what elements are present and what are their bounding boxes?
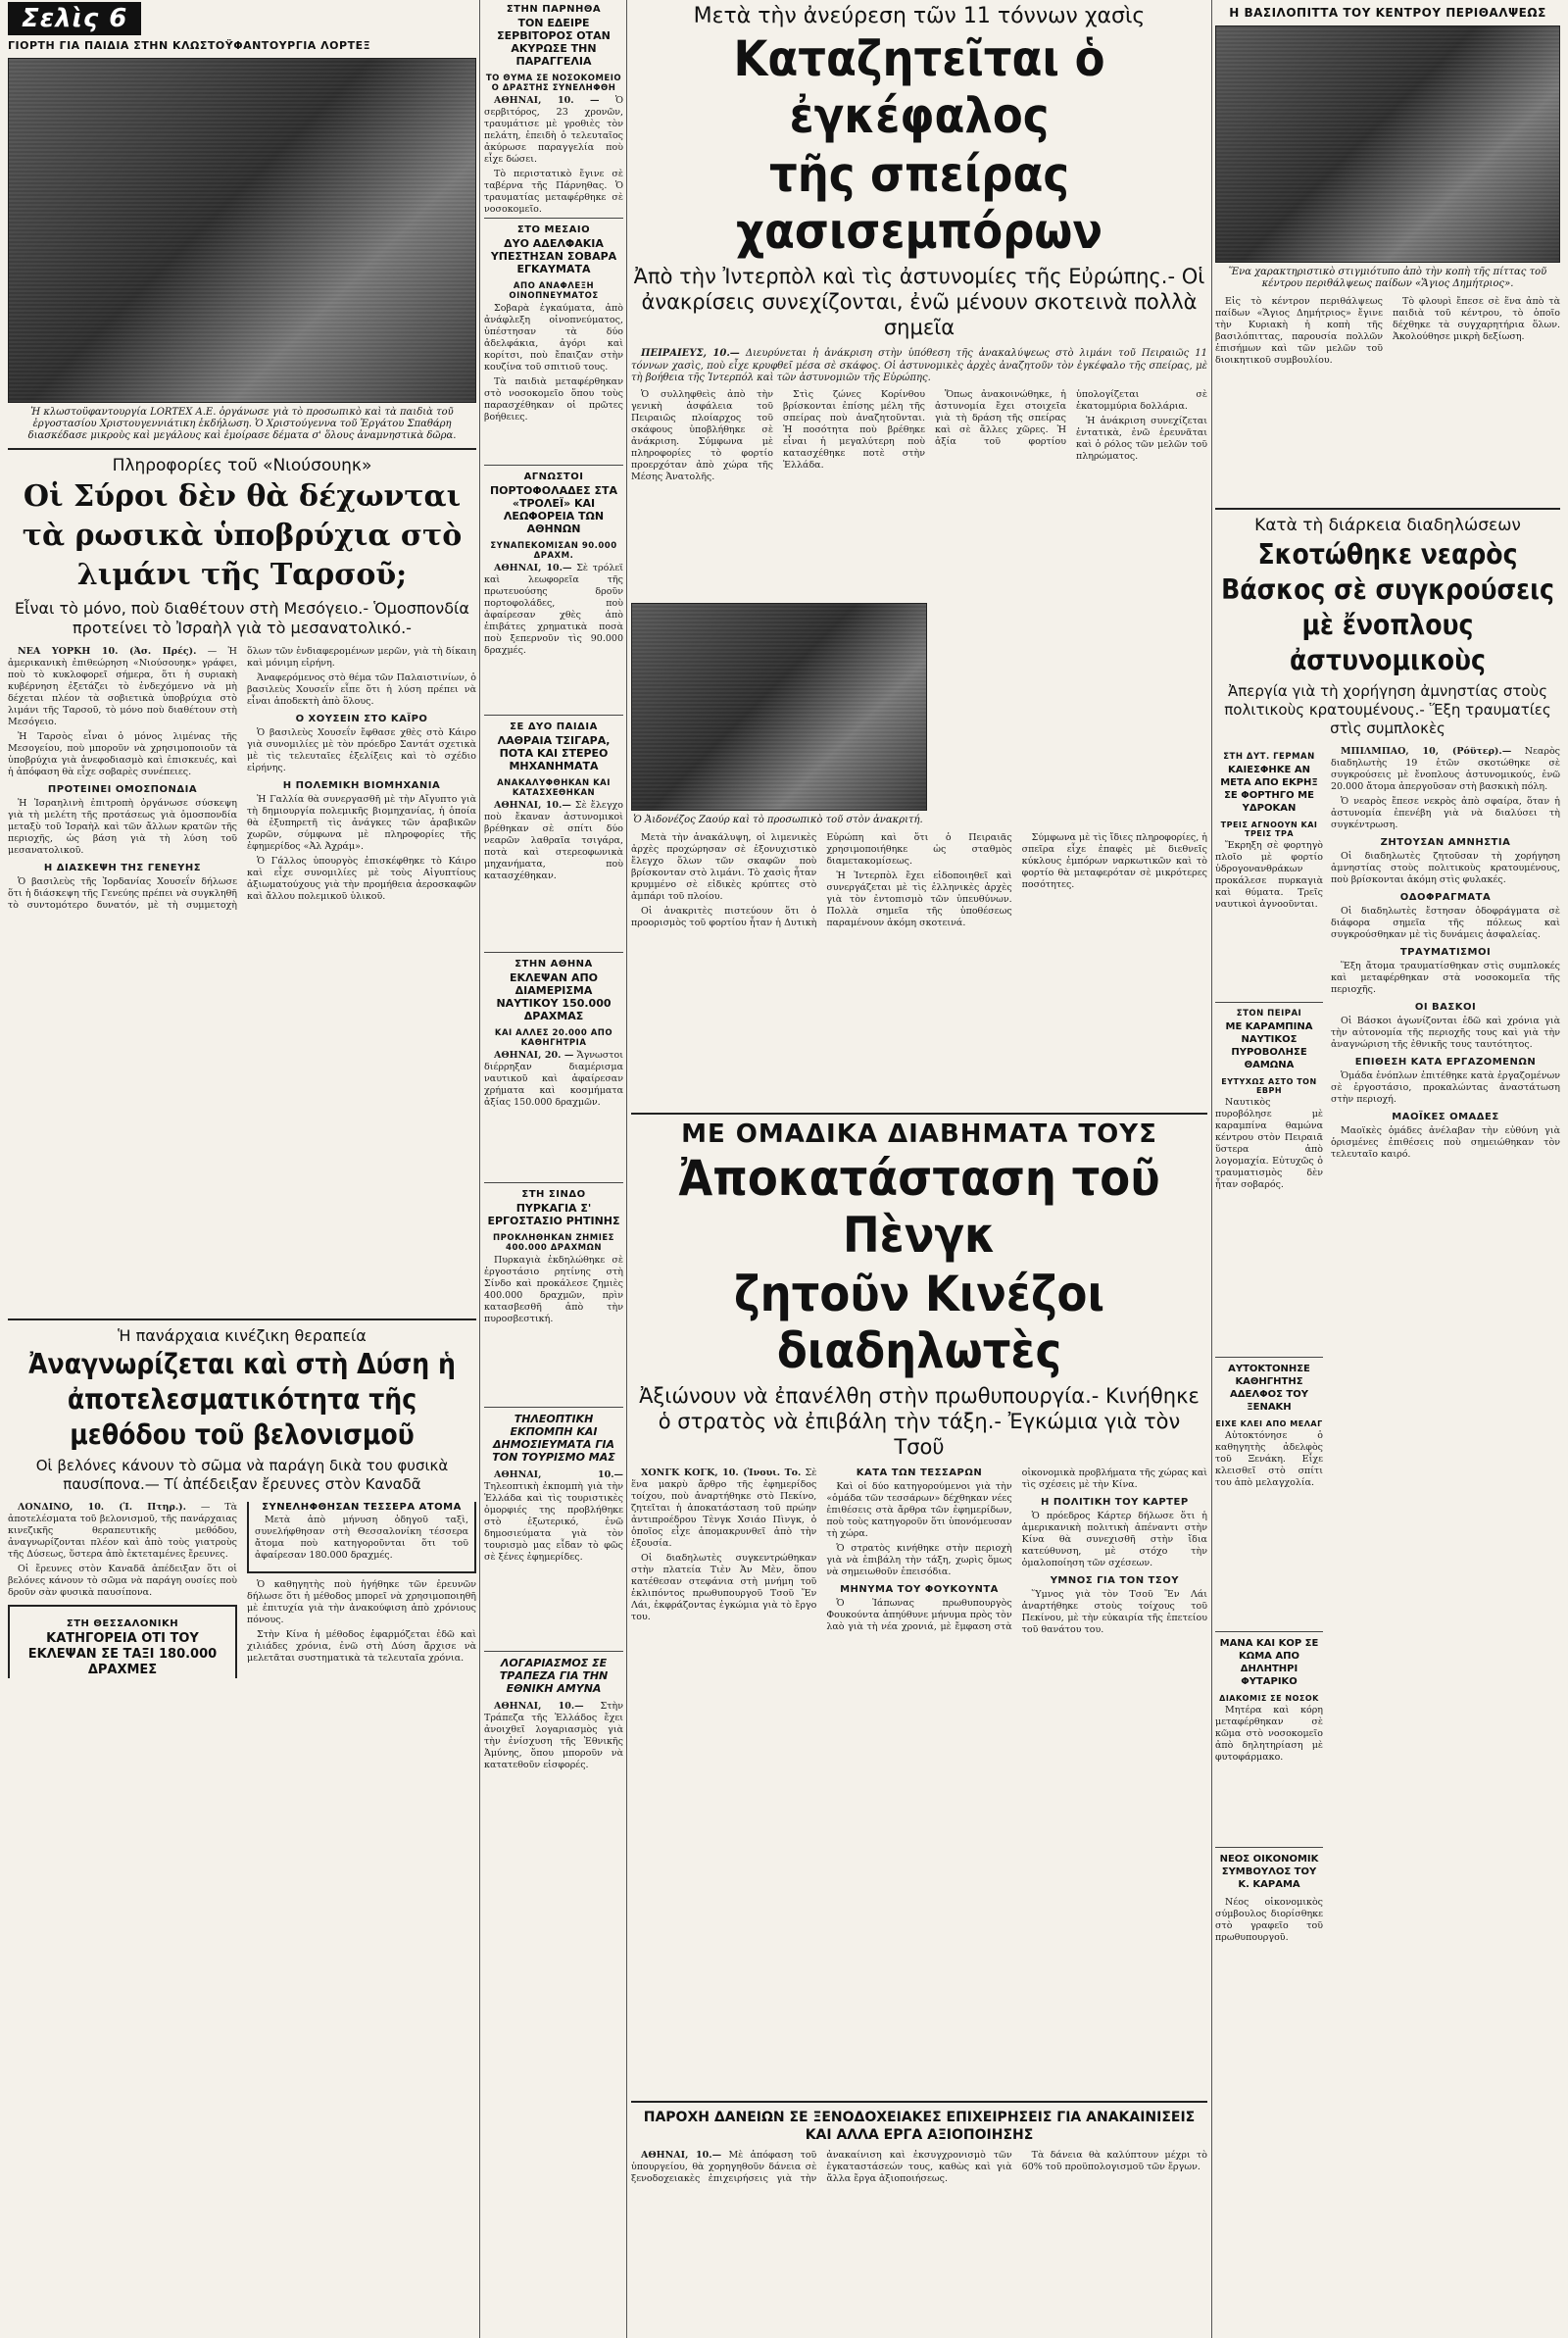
box-label: ΣΤΗ ΘΕΣΣΑΛΟΝΙΚΗ xyxy=(66,1618,179,1629)
brief-subhead: ΕΥΤΥΧΩΣ ΑΣΤΟ ΤΟΝ ΕΒΡΗ xyxy=(1221,1077,1317,1095)
brief-headline: ΛΟΓΑΡΙΑΣΜΟΣ ΣΕ ΤΡΑΠΕΖΑ ΓΙΑ ΤΗΝ ΕΘΝΙΚΗ ΑΜΥΝΑ xyxy=(499,1657,609,1695)
brief-subhead: ΠΡΟΚΛΗΘΗΚΑΝ ΖΗΜΙΕΣ 400.000 ΔΡΑΧΜΩΝ xyxy=(493,1233,614,1253)
brief-headline: ΜΑΝΑ ΚΑΙ ΚΟΡ ΣΕ ΚΩΜΑ ΑΠΟ ΔΗΛΗΤΗΡΙ ΦΥΤΑΡΙΚΟ xyxy=(1219,1638,1319,1687)
subhead: Ο ΧΟΥΣΕΙΝ ΣΤΟ ΚΑΪΡΟ xyxy=(295,714,428,724)
brief-subhead: ΕΙΧΕ ΚΛΕΙ ΑΠΟ ΜΕΛΑΓ xyxy=(1215,1419,1323,1428)
main-body-right: Ὅπως ἀνακοινώθηκε, ἡ ἀστυνομία ἔχει στοιχεῖα γιὰ τὴ δράση τῆς σπείρας καὶ σὲ ἄλλες χῶρες. Ἡ ἀξία τοῦ φορτίου ὑπολογίζεται σὲ ἑκατομμύρια δολλάρια. Ἡ ἀνάκριση συνεχίζεται ἐντατικὰ, ἐνῶ ἐρευνᾶται καὶ ὁ ρόλος τῶν μελῶν τοῦ πληρώματος. xyxy=(935,388,1207,462)
main-body-top: Ὁ συλληφθεὶς ἀπὸ τὴν γενικὴ ἀσφάλεια τοῦ Πειραιῶς πλοίαρχος τοῦ σκάφους ὑποβλήθηκε σὲ ἀνάκριση. Σύμφωνα μὲ πληροφορίες τὸ φορτίο προερχόταν ἀπὸ χώρα τῆς Μέσης Ἀνατολῆς. Στὶς ζώνες Κορίνθου βρίσκονται ἐπίσης μέλη τῆς σπείρας ποὺ ἀναζητοῦνται. Ἡ ποσότητα ποὺ βρέθηκε εἶναι ἡ μεγαλύτερη ποὺ κατασχέθηκε ποτὲ στὴν Ἑλλάδα. xyxy=(631,388,925,482)
brief-label: ΣΤΗ ΔΥΤ. ΓΕΡΜΑΝ xyxy=(1223,752,1315,762)
story-kicker: Ἡ πανάρχαια κινέζικη θεραπεία xyxy=(118,1326,367,1345)
right-sidebar-briefs: ΣΤΗ ΔΥΤ. ΓΕΡΜΑΝ ΚΑΙΕΣΦΗΚΕ ΑΝ ΜΕΤΑ ΑΠΟ ΕΚΡΗΞ ΣΕ ΦΟΡΤΗΓΟ ΜΕ ΥΔΡΟΚΑΝ ΤΡΕΙΣ ΑΓΝΟΟΥΝ ΚΑΙ ΤΡΕΙΣ ΤΡΑ Ἔκρηξη σὲ φορτηγὸ πλοῖο μὲ φορτίο ὑδρογονανθράκων προκάλεσε πυρκαγιὰ καὶ θύματα. Τρεῖς ναυτικοὶ ἀγνοοῦνται. ΣΤΟΝ ΠΕΙΡΑΙ ΜΕ ΚΑΡΑΜΠΙΝΑ ΝΑΥΤΙΚΟΣ ΠΥΡΟΒΟΛΗΣΕ ΘΑΜΩΝΑ ΕΥΤΥΧΩΣ ΑΣΤΟ ΤΟΝ ΕΒΡΗ Ναυτικὸς πυροβόλησε μὲ καραμπίνα θαμώνα κέντρου στὸν Πειραιᾶ ὕστερα ἀπὸ λογομαχία. Εὐτυχῶς ὁ τραυματισμὸς δὲν ἦταν σοβαρός. ΑΥΤΟΚΤΟΝΗΣΕ ΚΑΘΗΓΗΤΗΣ ΑΔΕΛΦΟΣ ΤΟΥ ΞΕΝΑΚΗ ΕΙΧΕ ΚΛΕΙ ΑΠΟ ΜΕΛΑΓ Αὐτοκτόνησε ὁ καθηγητὴς ἀδελφὸς τοῦ Ξενάκη. Εἶχε κλεισθεῖ στὸ σπίτι του ἀπὸ μελαγχολία. ΜΑΝΑ ΚΑΙ ΚΟΡ ΣΕ ΚΩΜΑ ΑΠΟ ΔΗΛΗΤΗΡΙ ΦΥΤΑΡΙΚΟ ΔΙΑΚΟΜΙΣ ΣΕ ΝΟΣΟΚ Μητέρα καὶ κόρη μεταφέρθηκαν σὲ κῶμα στὸ νοσοκομεῖο ἀπὸ δηλητηρίαση μὲ φυτοφάρμακο. ΝΕΟΣ ΟΙΚΟΝΟΜΙΚ ΣΥΜΒΟΥΛΟΣ ΤΟΥ Κ. ΚΑΡΑΜΑ Νέος οἰκονομικὸς σύμβουλος διορίσθηκε στὸ γραφεῖο τοῦ πρωθυπουργοῦ. xyxy=(1215,752,1323,1943)
subhead: ΥΜΝΟΣ ΓΙΑ ΤΟΝ ΤΣΟΥ xyxy=(1050,1574,1179,1586)
subhead: ΚΑΤΑ ΤΩΝ ΤΕΣΣΑΡΩΝ xyxy=(856,1467,983,1478)
main-headline-2: τῆς σπείρας χασισεμπόρων xyxy=(735,146,1103,260)
brief-subhead: ΑΝΑΚΑΛΥΦΘΗΚΑΝ ΚΑΙ ΚΑΤΑΣΧΕΘΗΚΑΝ xyxy=(497,778,611,798)
brief-subhead: ΤΟ ΘΥΜΑ ΣΕ ΝΟΣΟΚΟΜΕΙΟ Ο ΔΡΑΣΤΗΣ ΣΥΝΕΛΗΦΘΗ xyxy=(485,74,622,93)
loans-body: ΑΘΗΝΑΙ, 10.— Μὲ ἀπόφαση τοῦ ὑπουργείου, θὰ χορηγηθοῦν δάνεια σὲ ξενοδοχειακὲς ἐπιχειρήσεις γιὰ τὴν ἀνακαίνιση καὶ ἐκσυγχρονισμὸ τῶν ἐγκαταστάσεών τους, καθὼς καὶ γιὰ ἄλλα ἔργα ἀξιοποιήσεως. Τὰ δάνεια θὰ καλύπτουν μέχρι τὸ 60% τοῦ προϋπολογισμοῦ τῶν ἔργων. xyxy=(631,2149,1207,2184)
brief-headline: ΕΚΛΕΨΑΝ ΑΠΟ ΔΙΑΜΕΡΙΣΜΑ ΝΑΥΤΙΚΟΥ 150.000 ΔΡΑΧΜΑΣ xyxy=(496,971,612,1022)
factory-children-photo xyxy=(8,58,476,403)
photo-top-label: ΓΙΟΡΤΗ ΓΙΑ ΠΑΙΔΙΑ ΣΤΗΝ ΚΛΩΣΤΟΫΦΑΝΤΟΥΡΓΙΑ ΛΟΡΤΕΞ xyxy=(8,39,371,52)
story-headline: Οἱ Σύροι δὲν θὰ δέχωνται τὰ ρωσικὰ ὑποβρύχια στὸ λιμάνι τῆς Ταρσοῦ; xyxy=(22,479,463,592)
photo-top-label: Η ΒΑΣΙΛΟΠΙΤΤΑ ΤΟΥ ΚΕΝΤΡΟΥ ΠΕΡΙΘΑΛΨΕΩΣ xyxy=(1229,6,1546,20)
brief-subhead: ΤΡΕΙΣ ΑΓΝΟΟΥΝ ΚΑΙ ΤΡΕΙΣ ΤΡΑ xyxy=(1220,821,1318,838)
main-lede: ΠΕΙΡΑΙΕΥΣ, 10.— Διευρύνεται ἡ ἀνάκριση στὴν ὑπόθεση τῆς ἀνακαλύψεως στὸ λιμάνι τοῦ Πειραιῶς 11 τόννων χασὶς, ποὺ εἶχε κρυφθεῖ μέσα σὲ σκάφος. Οἱ ἀστυνομικὲς ἀρχὲς ἀναζητοῦν τὸν ἐγκέφαλο τῆς σπείρας, μὲ τὴ βοήθεια τῆς Ἰντερπόλ καὶ τῶν ἀστυνομιῶν τῆς Εὐρώπης. xyxy=(631,348,1207,383)
brief-label: ΑΓΝΩΣΤΟΙ xyxy=(523,472,584,482)
column-main xyxy=(631,0,1207,2262)
dateline: ΑΘΗΝΑΙ, 10.— xyxy=(494,1701,584,1712)
column-left xyxy=(8,0,476,2178)
story-body: ΛΟΝΔΙΝΟ, 10. (Ἰ. Πτηρ.). — Τὰ ἀποτελέσματα τοῦ βελονισμοῦ, τῆς πανάρχαιας κινεζικῆς θεραπευτικῆς μεθόδου, ἀναγνωρίζονται πλέον καὶ ἀπὸ τοὺς γιατροὺς τῆς Δύσεως, ὕστερα ἀπὸ ἐκτεταμένες ἔρευνες. Οἱ ἔρευνες στὸν Καναδᾶ ἀπέδειξαν ὅτι οἱ βελόνες κάνουν τὸ σῶμα νὰ παράγη ουσίες ποὺ δροῦν σὰν φυσικὰ παυσίπονα. ΣΤΗ ΘΕΣΣΑΛΟΝΙΚΗ ΚΑΤΗΓΟΡΕΙΑ ΟΤΙ ΤΟΥ ΕΚΛΕΨΑΝ ΣΕ ΤΑΞΙ 180.000 ΔΡΑΧΜΕΣ ΣΥΝΕΛΗΦΘΗΣΑΝ ΤΕΣΣΕΡΑ ΑΤΟΜΑ Μετὰ ἀπὸ μήνυση ὁδηγοῦ ταξὶ, συνελήφθησαν στὴ Θεσσαλονίκη τέσσερα ἄτομα ποὺ κατηγοροῦνται ὅτι τοῦ ἀφαίρεσαν 180.000 δραχμές. Ὁ καθηγητὴς ποὺ ἡγήθηκε τῶν ἐρευνῶν δήλωσε ὅτι ἡ μέθοδος μπορεῖ νὰ χρησιμοποιηθῆ μὲ ἐπιτυχία γιὰ τὴν ἀνακούφιση ἀπὸ χρόνιους πόνους. Στὴν Κίνα ἡ μέθοδος ἐφαρμόζεται ἐδῶ καὶ χιλιάδες χρόνια, ἐνῶ στὴ Δύση ἄρχισε νὰ μελετᾶται συστηματικὰ τὰ τελευταῖα χρόνια. xyxy=(8,1502,476,1677)
brief-headline: ΠΟΡΤΟΦΟΛΑΔΕΣ ΣΤΑ «ΤΡΟΛΕΪ» ΚΑΙ ΛΕΩΦΟΡΕΙΑ ΤΩΝ ΑΘΗΝΩΝ xyxy=(489,484,618,535)
dateline: ΠΕΙΡΑΙΕΥΣ, 10.— xyxy=(641,348,740,359)
brief-headline: ΚΑΙΕΣΦΗΚΕ ΑΝ ΜΕΤΑ ΑΠΟ ΕΚΡΗΞ ΣΕ ΦΟΡΤΗΓΟ ΜΕ ΥΔΡΟΚΑΝ xyxy=(1220,765,1318,814)
brief-headline: ΑΥΤΟΚΤΟΝΗΣΕ ΚΑΘΗΓΗΤΗΣ ΑΔΕΛΦΟΣ ΤΟΥ ΞΕΝΑΚΗ xyxy=(1228,1364,1310,1413)
dateline: ΑΘΗΝΑΙ, 10.— xyxy=(494,1469,623,1480)
column-briefs: ΣΤΗΝ ΠΑΡΝΗΘΑ ΤΟΝ ΕΔΕΙΡΕ ΣΕΡΒΙΤΟΡΟΣ ΟΤΑΝ ΑΚΥΡΩΣΕ ΤΗΝ ΠΑΡΑΓΓΕΛΙΑ ΤΟ ΘΥΜΑ ΣΕ ΝΟΣΟΚΟΜΕΙΟ Ο ΔΡΑΣΤΗΣ ΣΥΝΕΛΗΦΘΗ ΑΘΗΝΑΙ, 10. — Ὁ σερβιτόρος, 23 χρονῶν, τραυμάτισε μὲ γροθιὲς τὸν πελάτη, ἐπειδὴ ὁ τελευταῖος ἀκύρωσε παραγγελία ποὺ εἶχε δώσει. Τὸ περιστατικὸ ἔγινε σὲ ταβέρνα τῆς Πάρνηθας. Ὁ τραυματίας μεταφέρθηκε σὲ νοσοκομεῖο. ΣΤΟ ΜΕΣΑΙΟ ΔΥΟ ΑΔΕΛΦΑΚΙΑ ΥΠΕΣΤΗΣΑΝ ΣΟΒΑΡΑ ΕΓΚΑΥΜΑΤΑ ΑΠΟ ΑΝΑΦΛΕΞΗ ΟΙΝΟΠΝΕΥΜΑΤΟΣ Σοβαρὰ ἐγκαύματα, ἀπὸ ἀνάφλεξη οἰνοπνεύματος, ὑπέστησαν τὰ δύο ἀδελφάκια, ἀγόρι καὶ κορίτσι, ποὺ ἔπαιζαν στὴν κουζίνα τοῦ σπιτιοῦ τους. Τὰ παιδιὰ μεταφέρθηκαν στὸ νοσοκομεῖο ὅπου τοὺς παρασχέθηκαν οἱ πρῶτες βοήθειες. ΑΓΝΩΣΤΟΙ ΠΟΡΤΟΦΟΛΑΔΕΣ ΣΤΑ «ΤΡΟΛΕΪ» ΚΑΙ ΛΕΩΦΟΡΕΙΑ ΤΩΝ ΑΘΗΝΩΝ ΣΥΝΑΠΕΚΟΜΙΣΑΝ 90.000 ΔΡΑΧΜ. ΑΘΗΝΑΙ, 10.— Σὲ τρόλεϊ καὶ λεωφορεῖα τῆς πρωτευούσης δροῦν πορτοφολάδες, ποὺ ἀφαίρεσαν χθὲς ἀπὸ ἐπιβάτες χρηματικὰ ποσὰ ποὺ ξεπερνοῦν τὶς 90.000 δραχμές. ΣΕ ΔΥΟ ΠΑΙΔΙΑ ΛΑΘΡΑΙΑ ΤΣΙΓΑΡΑ, ΠΟΤΑ ΚΑΙ ΣΤΕΡΕΟ ΜΗΧΑΝΗΜΑΤΑ ΑΝΑΚΑΛΥΦΘΗΚΑΝ ΚΑΙ ΚΑΤΑΣΧΕΘΗΚΑΝ ΑΘΗΝΑΙ, 10.— Σὲ ἔλεγχο ποὺ ἔκαναν ἀστυνομικοὶ βρέθηκαν σὲ σπίτι δύο νεαρῶν λαθραῖα τσιγάρα, ποτὰ καὶ στερεοφωνικὰ μηχανήματα, ποὺ κατασχέθηκαν. ΣΤΗΝ ΑΘΗΝΑ ΕΚΛΕΨΑΝ ΑΠΟ ΔΙΑΜΕΡΙΣΜΑ ΝΑΥΤΙΚΟΥ 150.000 ΔΡΑΧΜΑΣ ΚΑΙ ΑΛΛΕΣ 20.000 ΑΠΟ ΚΑΘΗΓΗΤΡΙΑ ΑΘΗΝΑΙ, 20. — Ἄγνωστοι διέρρηξαν διαμέρισμα ναυτικοῦ καὶ ἀφαίρεσαν χρήματα καὶ κοσμήματα ἀξίας 150.000 δραχμῶν. ΣΤΗ ΣΙΝΔΟ ΠΥΡΚΑΓΙΑ Σ' ΕΡΓΟΣΤΑΣΙΟ ΡΗΤΙΝΗΣ ΠΡΟΚΛΗΘΗΚΑΝ ΖΗΜΙΕΣ 400.000 ΔΡΑΧΜΩΝ Πυρκαγιὰ ἐκδηλώθηκε σὲ ἐργοστάσιο ρητίνης στὴ Σίνδο καὶ προκάλεσε ζημιὲς 400.000 δραχμῶν, πρὶν κατασβεσθῆ ἀπὸ τὴν πυροσβεστική. ΤΗΛΕΟΠΤΙΚΗ ΕΚΠΟΜΠΗ ΚΑΙ ΔΗΜΟΣΙΕΥΜΑΤΑ ΓΙΑ ΤΟΝ ΤΟΥΡΙΣΜΟ ΜΑΣ ΑΘΗΝΑΙ, 10.— Τηλεοπτικὴ ἐκπομπὴ γιὰ τὴν Ἑλλάδα καὶ τὶς τουριστικὲς ὀμορφιές της προβλήθηκε στὸ ἐξωτερικό, ἐνῶ δημοσιεύματα γιὰ τὸν τουρισμὸ μας εἶδαν τὸ φῶς σὲ ξένες ἐφημερίδες. ΛΟΓΑΡΙΑΣΜΟΣ ΣΕ ΤΡΑΠΕΖΑ ΓΙΑ ΤΗΝ ΕΘΝΙΚΗ ΑΜΥΝΑ ΑΘΗΝΑΙ, 10.— Στὴν Τράπεζα τῆς Ἑλλάδος ἔχει ἀνοιχθεῖ λογαριασμὸς γιὰ τὴν ἐνίσχυση τῆς Ἐθνικῆς Ἀμύνης, ὅπου μποροῦν νὰ κατατεθοῦν εἰσφορές. xyxy=(484,4,623,1770)
dateline: ΑΘΗΝΑΙ, 10.— xyxy=(494,800,571,811)
story-deck: Ἀπεργία γιὰ τὴ χορήγηση ἀμνηστίας στοὺς πολιτικοὺς κρατουμένους.- Ἕξη τραυματίες στὶς συμπλοκὲς xyxy=(1224,682,1551,737)
subhead: Η ΠΟΛΕΜΙΚΗ ΒΙΟΜΗΧΑΝΙΑ xyxy=(282,780,441,791)
column-rule xyxy=(479,0,480,2338)
second-headline-2: ζητοῦν Κινέζοι διαδηλωτὲς xyxy=(733,1265,1104,1379)
brief-subhead: ΚΑΙ ΑΛΛΕΣ 20.000 ΑΠΟ ΚΑΘΗΓΗΤΡΙΑ xyxy=(494,1028,613,1048)
subhead: ΟΙ ΒΑΣΚΟΙ xyxy=(1414,1002,1477,1013)
story-body: ΝΕΑ ΥΟΡΚΗ 10. (Ἀσ. Πρές). — Ἡ ἀμερικανικὴ ἐπιθεώρηση «Νιούσουηκ» γράφει, ποὺ τὸ κυκλοφορεῖ σήμερα, ὅτι ἡ συριακὴ κυβέρνηση ἐξετάζει τὸ ἐνδεχόμενο νὰ μὴ δέχεται πλέον τὰ σοβιετικὰ ὑποβρύχια στὸ λιμάνι τῆς Ταρσοῦ, τὸ μόνο ποὺ διαθέτουν στὴ Μεσόγειο. Ἡ Ταρσὸς εἶναι ὁ μόνος λιμένας τῆς Μεσογείου, ποὺ μποροῦν νὰ χρησιμοποιοῦν τὰ ὑποβρύχια γιὰ ἀνεφοδιασμὸ καὶ ἐπισκευές, καὶ ἡ ἀπόφαση θὰ εἶχε σοβαρὲς συνέπειες. ΠΡΟΤΕΙΝΕΙ ΟΜΟΣΠΟΝΔΙΑ Ἡ Ἰσραηλινὴ ἐπιτροπὴ ὀργάνωσε σύσκεψη γιὰ τὴ μελέτη τῆς προτάσεως γιὰ ὁμοσπονδία μεταξὺ τοῦ Ἰσραὴλ καὶ τῶν ἄλλων κρατῶν τῆς περιοχῆς, ὡς βάση γιὰ τὴ λύση τοῦ μεσανατολικοῦ. Η ΔΙΑΣΚΕΨΗ ΤΗΣ ΓΕΝΕΥΗΣ Ὁ βασιλεὺς τῆς Ἰορδανίας Χουσεΐν δήλωσε ὅτι ἡ διάσκεψη τῆς Γενεύης πρέπει νὰ συγκληθῆ τὸ συντομότερο δυνατόν, μὲ τὴ συμμετοχὴ ὅλων τῶν ἐνδιαφερομένων μερῶν, γιὰ τὴ δίκαιη καὶ μόνιμη εἰρήνη. Ἀναφερόμενος στὸ θέμα τῶν Παλαιστινίων, ὁ βασιλεὺς Χουσεΐν εἶπε ὅτι ἡ λύση πρέπει νὰ εἶναι ἀποδεκτὴ ἀπὸ ὅλους. Ο ΧΟΥΣΕΙΝ ΣΤΟ ΚΑΪΡΟ Ὁ βασιλεὺς Χουσεΐν ἔφθασε χθὲς στὸ Κάιρο γιὰ συνομιλίες μὲ τὸν πρόεδρο Σαντάτ σχετικὰ μὲ τὶς τελευταῖες ἐξελίξεις καὶ τὸ σχέδιο εἰρήνης. Η ΠΟΛΕΜΙΚΗ ΒΙΟΜΗΧΑΝΙΑ Ἡ Γαλλία θὰ συνεργασθῆ μὲ τὴν Αἴγυπτο γιὰ τὴ δημιουργία πολεμικῆς βιομηχανίας, ἡ ὁποία θὰ ἐξυπηρετῆ τὶς ἀνάγκες τῶν ἀραβικῶν χωρῶν, σύμφωνα μὲ πληροφορίες τῆς ἐφημερίδος «Ἀλ Ἀχράμ». Ὁ Γάλλος ὑπουργὸς ἐπισκέφθηκε τὸ Κάιρο καὶ εἶχε συνομιλίες μὲ τοὺς Αἰγυπτίους ἀξιωματούχους γιὰ τὴν προμήθεια ἀεροσκαφῶν καὶ ἄλλου πολεμικοῦ ὑλικοῦ. xyxy=(8,646,476,911)
divider xyxy=(8,1318,476,1320)
brief-subhead: ΣΥΝΑΠΕΚΟΜΙΣΑΝ 90.000 ΔΡΑΧΜ. xyxy=(490,541,617,561)
main-headline-1: Καταζητεῖται ὁ ἐγκέφαλος xyxy=(733,30,1105,144)
box-headline: ΚΑΤΗΓΟΡΕΙΑ ΟΤΙ ΤΟΥ ΕΚΛΕΨΑΝ ΣΕ ΤΑΞΙ 180.000 ΔΡΑΧΜΕΣ xyxy=(27,1631,218,1677)
vasilopitta-photo xyxy=(1215,25,1560,263)
vasilopitta-body: Εἰς τὸ κέντρον περιθάλψεως παίδων «Ἅγιος Δημήτριος» ἔγινε τὴν Κυριακὴ ἡ κοπὴ τῆς βασιλόπιττας, παρουσία πολλῶν ἐπισήμων καὶ τῶν μελῶν τοῦ διοικητικοῦ συμβουλίου. Τὸ φλουρὶ ἔπεσε σὲ ἕνα ἀπὸ τὰ παιδιὰ τοῦ κέντρου, τὸ ὁποῖο δέχθηκε τὰ συγχαρητήρια ὅλων. Ἀκολούθησε μικρὴ δεξίωση. xyxy=(1215,296,1560,366)
subhead: ΜΗΝΥΜΑ ΤΟΥ ΦΟΥΚΟΥΝΤΑ xyxy=(840,1583,999,1595)
brief-headline: ΤΟΝ ΕΔΕΙΡΕ ΣΕΡΒΙΤΟΡΟΣ ΟΤΑΝ ΑΚΥΡΩΣΕ ΤΗΝ ΠΑΡΑΓΓΕΛΙΑ xyxy=(497,17,611,68)
suspects-photo xyxy=(631,603,927,811)
subhead: ΠΡΟΤΕΙΝΕΙ ΟΜΟΣΠΟΝΔΙΑ xyxy=(47,784,198,795)
main-kicker: Μετὰ τὴν ἀνεύρεση τῶν 11 τόννων χασὶς xyxy=(693,4,1146,28)
second-headline-1: Ἀποκατάσταση τοῦ Πὲνγκ xyxy=(678,1149,1160,1264)
brief-label: ΣΤΗΝ ΑΘΗΝΑ xyxy=(514,959,593,970)
brief-headline: ΛΑΘΡΑΙΑ ΤΣΙΓΑΡΑ, ΠΟΤΑ ΚΑΙ ΣΤΕΡΕΟ ΜΗΧΑΝΗΜΑΤΑ xyxy=(497,734,611,772)
box-subhead: ΣΥΝΕΛΗΦΘΗΣΑΝ ΤΕΣΣΕΡΑ ΑΤΟΜΑ xyxy=(262,1502,462,1513)
photo-caption: Ἡ κλωστοϋφαντουργία LORTEX Α.Ε. ὀργάνωσε γιὰ τὸ προσωπικὸ καὶ τὰ παιδιὰ τοῦ ἐργοστασίου Χριστουγεννιάτικη ἐκδήλωση. Ὁ Χριστούγεννα τοῦ Ἐργάτου Σπαθάρη διασκέδασε μικροὺς καὶ μεγάλους καὶ ἐμοίρασε δέματα σ' ὅλους ἀναμνηστικὰ δῶρα. xyxy=(27,407,457,441)
brief-label: ΣΤΗ ΣΙΝΔΟ xyxy=(521,1189,586,1200)
brief-subhead: ΔΙΑΚΟΜΙΣ ΣΕ ΝΟΣΟΚ xyxy=(1219,1694,1319,1703)
story-kicker: Κατὰ τὴ διάρκεια διαδηλώσεων xyxy=(1254,516,1521,535)
brief-label: ΣΤΗΝ ΠΑΡΝΗΘΑ xyxy=(506,4,602,15)
divider xyxy=(631,1113,1207,1115)
story-headline: Σκοτώθηκε νεαρὸς Βάσκος σὲ συγκρούσεις μὲ ἔνοπλους ἀστυνομικοὺς xyxy=(1221,538,1554,676)
dateline: ΑΘΗΝΑΙ, 10.— xyxy=(494,563,572,573)
dateline: ΝΕΑ ΥΟΡΚΗ 10. (Ἀσ. Πρές). xyxy=(18,646,197,657)
brief-headline: ΤΗΛΕΟΠΤΙΚΗ ΕΚΠΟΜΠΗ ΚΑΙ ΔΗΜΟΣΙΕΥΜΑΤΑ ΓΙΑ ΤΟΝ ΤΟΥΡΙΣΜΟ ΜΑΣ xyxy=(492,1413,615,1464)
divider xyxy=(8,448,476,450)
dateline: ΧΟΝΓΚ ΚΟΓΚ, 10. (Ἰνουι. Το. xyxy=(641,1467,802,1478)
story-deck: Οἱ βελόνες κάνουν τὸ σῶμα νὰ παράγη δικὰ του φυσικὰ παυσίπονα.— Τί ἀπέδειξαν ἔρευνες στὸν Καναδᾶ xyxy=(35,1457,449,1493)
brief-headline: ΜΕ ΚΑΡΑΜΠΙΝΑ ΝΑΥΤΙΚΟΣ ΠΥΡΟΒΟΛΗΣΕ ΘΑΜΩΝΑ xyxy=(1225,1021,1313,1070)
brief-subhead: ΑΠΟ ΑΝΑΦΛΕΞΗ ΟΙΝΟΠΝΕΥΜΑΤΟΣ xyxy=(509,281,599,301)
subhead: ΜΑΟΪΚΕΣ ΟΜΑΔΕΣ xyxy=(1392,1112,1499,1122)
basque-story-body: ΜΠΙΛΜΠΑΟ, 10, (Ρόϋτερ).— Νεαρὸς διαδηλωτὴς 19 ἐτῶν σκοτώθηκε σὲ συγκρούσεις μὲ ἔνοπλους ἀστυνομικούς, ἐνῶ 20.000 ἄτομα ἀπεργοῦσαν στὴ βασκικὴ πόλη. Ὁ νεαρὸς ἔπεσε νεκρὸς ἀπὸ σφαίρα, ὅταν ἡ ἀστυνομία ἐπενέβη γιὰ νὰ διαλύσει τὴ συγκέντρωση. ΖΗΤΟΥΣΑΝ ΑΜΝΗΣΤΙΑ Οἱ διαδηλωτὲς ζητοῦσαν τὴ χορήγηση ἀμνηστίας στοὺς πολιτικοὺς κρατουμένους, ποὺ βρίσκονται ἀκόμη στὶς φυλακές. ΟΔΟΦΡΑΓΜΑΤΑ Οἱ διαδηλωτὲς ἔστησαν ὁδοφράγματα σὲ διάφορα σημεῖα τῆς πόλεως καὶ συγκρούσθηκαν μὲ τὶς δυνάμεις ἀσφαλείας. ΤΡΑΥΜΑΤΙΣΜΟΙ Ἕξη ἄτομα τραυματίσθηκαν στὶς συμπλοκές καὶ μεταφέρθηκαν στὰ νοσοκομεῖα τῆς περιοχῆς. ΟΙ ΒΑΣΚΟΙ Οἱ Βάσκοι ἀγωνίζονται ἐδῶ καὶ χρόνια γιὰ τὴν αὐτονομία τῆς περιοχῆς τους καὶ γιὰ τὴν ἀναγνώριση τῆς ἐθνικῆς τους ταυτότητος. ΕΠΙΘΕΣΗ ΚΑΤΑ ΕΡΓΑΖΟΜΕΝΩΝ Ὁμάδα ἐνόπλων ἐπιτέθηκε κατὰ ἐργαζομένων σὲ ἐργοστάσιο, προκαλώντας ἀναστάτωση στὴν περιοχή. ΜΑΟΪΚΕΣ ΟΜΑΔΕΣ Μαοϊκὲς ὁμάδες ἀνέλαβαν τὴν εὐθύνη γιὰ ὁρισμένες ἐπιθέσεις ποὺ σημειώθηκαν τὸν τελευταῖο καιρό. xyxy=(1331,746,1560,1160)
dateline: ΑΘΗΝΑΙ, 10.— xyxy=(641,2149,722,2161)
dateline: ΑΘΗΝΑΙ, 10. — xyxy=(494,95,600,106)
thessaloniki-box: ΣΤΗ ΘΕΣΣΑΛΟΝΙΚΗ ΚΑΤΗΓΟΡΕΙΑ ΟΤΙ ΤΟΥ ΕΚΛΕΨΑΝ ΣΕ ΤΑΞΙ 180.000 ΔΡΑΧΜΕΣ ΣΥΝΕΛΗΦΘΗΣΑΝ ΤΕΣΣΕΡΑ ΑΤΟΜΑ Μετὰ ἀπὸ μήνυση ὁδηγοῦ ταξὶ, συνελήφθησαν στὴ Θεσσαλονίκη τέσσερα ἄτομα ποὺ κατηγοροῦνται ὅτι τοῦ ἀφαίρεσαν 180.000 δραχμές. xyxy=(8,1502,476,1678)
story-deck: Εἶναι τὸ μόνο, ποὺ διαθέτουν στὴ Μεσόγειο.- Ὁμοσπονδία προτείνει τὸ Ἰσραὴλ γιὰ τὸ μεσανατολικό.- xyxy=(15,599,469,637)
loans-headline: ΠΑΡΟΧΗ ΔΑΝΕΙΩΝ ΣΕ ΞΕΝΟΔΟΧΕΙΑΚΕΣ ΕΠΙΧΕΙΡΗΣΕΙΣ ΓΙΑ ΑΝΑΚΑΙΝΙΣΕΙΣ ΚΑΙ ΑΛΛΑ ΕΡΓΑ ΑΞΙΟΠΟΙΗΣΗΣ xyxy=(643,2109,1196,2143)
divider xyxy=(631,2101,1207,2103)
second-kicker: ΜΕ ΟΜΑΔΙΚΑ ΔΙΑΒΗΜΑΤΑ ΤΟΥΣ xyxy=(681,1119,1157,1149)
subhead: ΕΠΙΘΕΣΗ ΚΑΤΑ ΕΡΓΑΖΟΜΕΝΩΝ xyxy=(1354,1057,1537,1068)
dateline: ΜΠΙΛΜΠΑΟ, 10, (Ρόϋτερ).— xyxy=(1341,746,1512,757)
second-deck: Ἀξιώνουν νὰ ἐπανέλθη στὴν πρωθυπουργία.- Κινήθηκε ὁ στρατὸς νὰ ἐπιβάλη τὴν τάξη.- Ἐγκώμια γιὰ τὸν Τσοῦ xyxy=(639,1383,1200,1459)
column-right xyxy=(1215,0,1560,1960)
dateline: ΑΘΗΝΑΙ, 20. — xyxy=(494,1050,574,1061)
brief-headline: ΠΥΡΚΑΓΙΑ Σ' ΕΡΓΟΣΤΑΣΙΟ ΡΗΤΙΝΗΣ xyxy=(487,1202,620,1227)
subhead: ΟΔΟΦΡΑΓΜΑΤΑ xyxy=(1399,892,1492,903)
divider xyxy=(1215,508,1560,510)
second-body: ΧΟΝΓΚ ΚΟΓΚ, 10. (Ἰνουι. Το. Σὲ ἕνα μακρὺ ἄρθρο τῆς ἐφημερίδος τοίχου, ποὺ ἀναρτήθηκε στὸ Πεκίνο, ζητεῖται ἡ ἀποκατάσταση τοῦ πρώην ἀντιπροέδρου Τὲνγκ Χσιάο Πὶνγκ, ὁ ὁποῖος εἶχε ἀπομακρυνθεῖ ἀπὸ τὴν ἐξουσία. Οἱ διαδηλωτὲς συγκεντρώθηκαν στὴν πλατεία Τιὲν Ἀν Μὲν, ὅπου κατέθεσαν στεφάνια στὴ μνήμη τοῦ ἐκλιπόντος πρωθυπουργοῦ Τσοῦ Ἔν Λάι, ἐκφράζοντας ἐγκώμια γιὰ τὸ ἔργο του. ΚΑΤΑ ΤΩΝ ΤΕΣΣΑΡΩΝ Καὶ οἱ δύο κατηγορούμενοι γιὰ τὴν «ὁμάδα τῶν τεσσάρων» δέχθηκαν νέες ἐπιθέσεις στὰ ἄρθρα τῶν ἐφημερίδων, ποὺ τοὺς κατηγοροῦν ὅτι ὑπονόμευσαν τὴ χώρα. Ὁ στρατὸς κινήθηκε στὴν περιοχὴ γιὰ νὰ ἐπιβάλη τὴν τάξη, χωρὶς ὅμως νὰ σημειωθοῦν ἐπεισόδια. ΜΗΝΥΜΑ ΤΟΥ ΦΟΥΚΟΥΝΤΑ Ὁ Ἰάπωνας πρωθυπουργὸς Φουκούντα ἀπηύθυνε μήνυμα πρὸς τὸν λαὸ γιὰ τὴ νέα χρονιά, μὲ ἔμφαση στὰ οἰκονομικὰ προβλήματα τῆς χώρας καὶ τὶς σχέσεις μὲ τὴν Κίνα. Η ΠΟΛΙΤΙΚΗ ΤΟΥ ΚΑΡΤΕΡ Ὁ πρόεδρος Κάρτερ δήλωσε ὅτι ἡ ἀμερικανικὴ πολιτικὴ ἀπέναντι στὴν Κίνα θὰ συνεχισθῆ στὴν ἴδια κατεύθυνση, μὲ στόχο τὴν ὁμαλοποίηση τῶν σχέσεων. ΥΜΝΟΣ ΓΙΑ ΤΟΝ ΤΣΟΥ Ὕμνος γιὰ τὸν Τσοῦ Ἔν Λάι ἀναρτήθηκε στοὺς τοίχους τοῦ Πεκίνου, μὲ τὴν εὐκαιρία τῆς ἐπετείου τοῦ θανάτου του. xyxy=(631,1467,1207,1635)
column-rule xyxy=(626,0,627,2338)
story-headline: Ἀναγνωρίζεται καὶ στὴ Δύση ἡ ἀποτελεσματικότητα τῆς μεθόδου τοῦ βελονισμοῦ xyxy=(28,1348,456,1451)
brief-label: ΣΤΟ ΜΕΣΑΙΟ xyxy=(516,224,591,235)
column-rule xyxy=(1211,0,1212,2338)
main-body-bottom: Μετὰ τὴν ἀνακάλυψη, οἱ λιμενικὲς ἀρχὲς προχώρησαν σὲ ἐξονυχιστικὸ ἔλεγχο ὅλων τῶν σκαφῶν ποὺ βρίσκονταν στὸ λιμάνι. Τὸ χασὶς ἦταν κρυμμένο σὲ εἰδικὲς κρύπτες στὸ ἀμπάρι τοῦ πλοίου. Οἱ ἀνακριτὲς πιστεύουν ὅτι ὁ προορισμὸς τοῦ φορτίου ἦταν ἡ Δυτικὴ Εὐρώπη καὶ ὅτι ὁ Πειραιᾶς χρησιμοποιήθηκε ὡς σταθμὸς διαμετακομίσεως. Ἡ Ἰντερπὸλ ἔχει εἰδοποιηθεῖ καὶ συνεργάζεται μὲ τὶς ἑλληνικὲς ἀρχὲς γιὰ τὸν ἐντοπισμὸ τῶν ὑπευθύνων. Πολλὰ σημεῖα τῆς ὑποθέσεως παραμένουν ἀκόμη σκοτεινά. Σύμφωνα μὲ τὶς ἴδιες πληροφορίες, ἡ σπεῖρα εἶχε ἐπαφὲς μὲ διεθνεῖς κύκλους ἐμπόρων ναρκωτικῶν καὶ τὸ φορτίο θὰ μεταφερόταν σὲ μικρότερες ποσότητες. xyxy=(631,831,1207,928)
page-logo-wrap xyxy=(8,2,476,35)
photo-caption: Ἕνα χαρακτηριστικὸ στιγμιότυπο ἀπὸ τὴν κοπὴ τῆς πίττας τοῦ κέντρου περιθάλψεως παίδων «Ἅγιος Δημήτριος». xyxy=(1228,267,1547,289)
subhead: ΤΡΑΥΜΑΤΙΣΜΟΙ xyxy=(1399,947,1492,958)
subhead: Η ΔΙΑΣΚΕΨΗ ΤΗΣ ΓΕΝΕΥΗΣ xyxy=(43,863,202,873)
page-logo: Σελὶς 6 xyxy=(8,2,141,35)
brief-label: ΣΕ ΔΥΟ ΠΑΙΔΙΑ xyxy=(510,721,598,732)
dateline: ΛΟΝΔΙΝΟ, 10. (Ἰ. Πτηρ.). xyxy=(18,1502,186,1513)
brief-headline: ΝΕΟΣ ΟΙΚΟΝΟΜΙΚ ΣΥΜΒΟΥΛΟΣ ΤΟΥ Κ. ΚΑΡΑΜΑ xyxy=(1219,1854,1319,1890)
subhead: ΖΗΤΟΥΣΑΝ ΑΜΝΗΣΤΙΑ xyxy=(1380,837,1511,848)
story-kicker: Πληροφορίες τοῦ «Νιούσουηκ» xyxy=(112,456,372,475)
suspects-photo-caption: Ὁ Ἀιδονέζος Ζαούρ καὶ τὸ προσωπικὸ τοῦ στὸν ἀνακριτή. xyxy=(633,814,923,825)
main-deck: Ἀπὸ τὴν Ἰντερπὸλ καὶ τὶς ἀστυνομίες τῆς Εὐρώπης.- Οἱ ἀνακρίσεις συνεχίζονται, ἐνῶ μένουν σκοτεινὰ πολλὰ σημεῖα xyxy=(633,265,1205,339)
brief-label: ΣΤΟΝ ΠΕΙΡΑΙ xyxy=(1236,1009,1302,1019)
brief-headline: ΔΥΟ ΑΔΕΛΦΑΚΙΑ ΥΠΕΣΤΗΣΑΝ ΣΟΒΑΡΑ ΕΓΚΑΥΜΑΤΑ xyxy=(490,237,617,275)
subhead: Η ΠΟΛΙΤΙΚΗ ΤΟΥ ΚΑΡΤΕΡ xyxy=(1040,1496,1189,1508)
